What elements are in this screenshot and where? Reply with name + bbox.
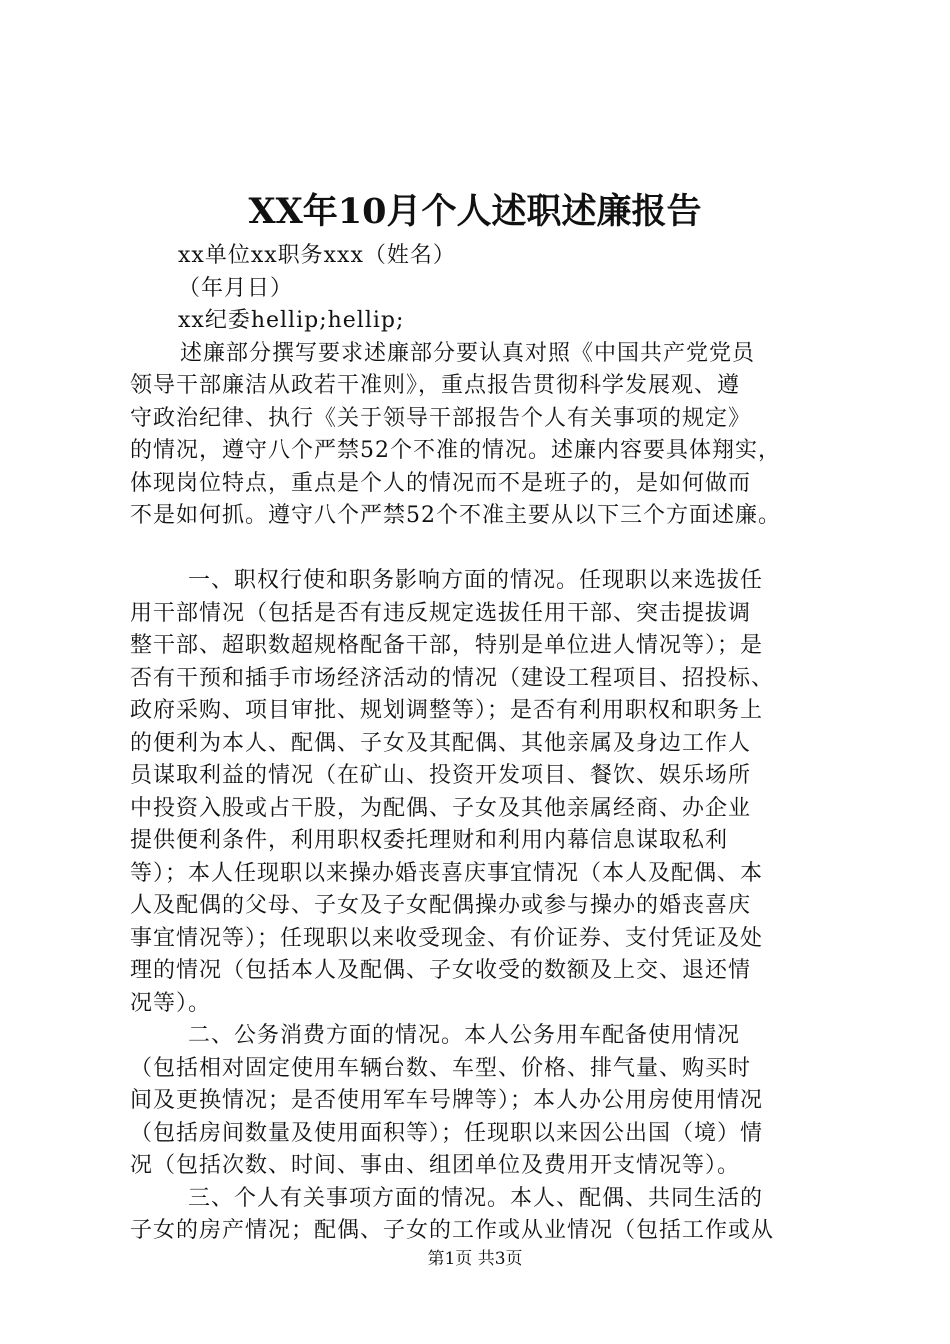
paragraph-line: 员谋取利益的情况（在矿山、投资开发项目、餐饮、娱乐场所: [130, 763, 752, 788]
document-title: XX年10月个人述职述廉报告: [248, 191, 702, 232]
paragraph-line: 况（包括次数、时间、事由、组团单位及费用开支情况等）。: [130, 1153, 741, 1178]
paragraph-line: 等）；本人任现职以来操办婚丧喜庆事宜情况（本人及配偶、本: [130, 860, 764, 886]
paragraph-line: 述廉部分撰写要求述廉部分要认真对照《中国共产党党员: [180, 340, 756, 366]
paragraph-line: 提供便利条件，利用职权委托理财和利用内幕信息谋取私利: [130, 828, 729, 853]
paragraph-line: 三、个人有关事项方面的情况。本人、配偶、共同生活的: [188, 1185, 764, 1211]
page-footer: 第1页 共3页: [427, 1249, 523, 1269]
intro-paragraph: [130, 338, 830, 533]
section-1-paragraph: [130, 565, 830, 1020]
paragraph-line: 守政治纪律、执行《关于领导干部报告个人有关事项的规定》: [130, 405, 752, 431]
paragraph-line: 不是如何抓。遵守八个严禁52个不准主要从以下三个方面述廉。: [130, 503, 781, 528]
section-2-paragraph: [130, 1020, 830, 1183]
paragraph-line: 况等）。: [130, 990, 212, 1016]
paragraph-line: 间及更换情况；是否使用军车号牌等）；本人办公用房使用情况: [130, 1088, 764, 1113]
paragraph-line: 子女的房产情况；配偶、子女的工作或从业情况（包括工作或从: [130, 1218, 775, 1243]
paragraph-line: 的情况，遵守八个严禁52个不准的情况。述廉内容要具体翔实，: [130, 438, 781, 463]
document-body: [130, 240, 830, 1248]
blank-line: [130, 533, 830, 566]
paragraph-line: 一、职权行使和职务影响方面的情况。任现职以来选拔任: [188, 568, 764, 593]
paragraph-line: 领导干部廉洁从政若干准则》，重点报告贯彻科学发展观、遵: [130, 373, 741, 398]
paragraph-line: 事宜情况等）；任现职以来收受现金、有价证券、支付凭证及处: [130, 925, 764, 951]
paragraph-line: 二、公务消费方面的情况。本人公务用车配备使用情况: [188, 1023, 741, 1048]
paragraph-line: 人及配偶的父母、子女及子女配偶操办或参与操办的婚丧喜庆: [130, 893, 752, 918]
recipient-line: xx纪委hellip;hellip;: [178, 308, 405, 333]
paragraph-line: 整干部、超职数超规格配备干部，特别是单位进人情况等）；是: [130, 633, 764, 658]
paragraph-line: 体现岗位特点，重点是个人的情况而不是班子的，是如何做而: [130, 470, 752, 496]
paragraph-line: （包括相对固定使用车辆台数、车型、价格、排气量、购买时: [130, 1055, 752, 1081]
paragraph-line: 用干部情况（包括是否有违反规定选拔任用干部、突击提拔调: [130, 600, 752, 626]
paragraph-line: 的便利为本人、配偶、子女及其配偶、其他亲属及身边工作人: [130, 730, 752, 756]
paragraph-line: （包括房间数量及使用面积等）；任现职以来因公出国（境）情: [130, 1120, 764, 1146]
paragraph-line: 中投资入股或占干股，为配偶、子女及其他亲属经商、办企业: [130, 795, 752, 821]
paragraph-line: 否有干预和插手市场经济活动的情况（建设工程项目、招投标、: [130, 665, 775, 691]
paragraph-line: 理的情况（包括本人及配偶、子女收受的数额及上交、退还情: [130, 958, 752, 983]
author-line: xx单位xx职务xxx（姓名）: [178, 243, 456, 268]
section-3-paragraph: [130, 1183, 830, 1248]
date-line: （年月日）: [178, 275, 294, 301]
paragraph-line: 政府采购、项目审批、规划调整等）；是否有利用职权和职务上: [130, 698, 764, 723]
